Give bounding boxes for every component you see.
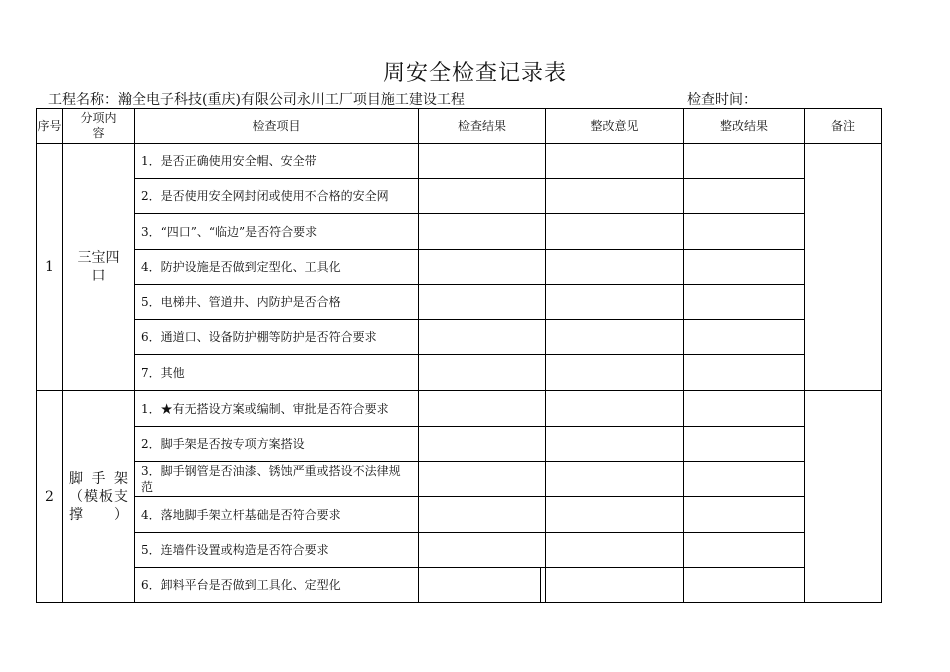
rect-result-cell[interactable] <box>684 320 805 355</box>
header-rect-result: 整改结果 <box>684 109 805 144</box>
opinion-cell[interactable] <box>546 144 684 179</box>
result-cell[interactable] <box>419 214 546 250</box>
opinion-cell[interactable] <box>546 533 684 568</box>
table-row <box>37 497 882 533</box>
header-opinion: 整改意见 <box>546 109 684 144</box>
result-cell[interactable] <box>419 320 546 355</box>
section-category <box>63 144 135 391</box>
header-seq: 序号 <box>37 109 63 144</box>
check-item: 6．卸料平台是否做到工具化、定型化 <box>135 568 419 603</box>
rect-result-cell[interactable] <box>684 214 805 250</box>
section-seq: 1 <box>37 144 63 391</box>
rect-result-cell[interactable] <box>684 179 805 214</box>
rect-result-cell[interactable] <box>684 568 805 603</box>
rect-result-cell[interactable] <box>684 144 805 179</box>
project-line <box>48 89 465 109</box>
rect-result-cell[interactable] <box>684 250 805 285</box>
rect-result-cell[interactable] <box>684 462 805 497</box>
result-cell[interactable] <box>419 144 546 179</box>
table-row <box>37 144 882 179</box>
page-title: 周安全检查记录表 <box>382 61 567 86</box>
opinion-cell[interactable] <box>546 568 684 603</box>
remark-cell[interactable] <box>805 144 882 391</box>
result-cell[interactable] <box>419 462 546 497</box>
check-item: 6．通道口、设备防护棚等防护是否符合要求 <box>135 320 419 355</box>
section-seq: 2 <box>37 391 63 603</box>
header-sub: 分项内容 <box>63 109 135 144</box>
check-item: 2．是否使用安全网封闭或使用不合格的安全网 <box>135 179 419 214</box>
opinion-cell[interactable] <box>546 285 684 320</box>
table-row <box>37 320 882 355</box>
opinion-cell[interactable] <box>546 391 684 427</box>
check-item: 5．连墙件设置或构造是否符合要求 <box>135 533 419 568</box>
rect-result-cell[interactable] <box>684 533 805 568</box>
result-cell[interactable] <box>419 533 546 568</box>
table-row <box>37 391 882 427</box>
table-row <box>37 355 882 391</box>
table-row <box>37 285 882 320</box>
check-item: 1．是否正确使用安全帽、安全带 <box>135 144 419 179</box>
opinion-cell[interactable] <box>546 497 684 533</box>
check-item: 4．落地脚手架立杆基础是否符合要求 <box>135 497 419 533</box>
header-row <box>37 109 882 144</box>
opinion-cell[interactable] <box>546 214 684 250</box>
table-row <box>37 179 882 214</box>
inspection-table <box>36 108 882 603</box>
opinion-cell[interactable] <box>546 179 684 214</box>
section-category-text: 脚手架（模板支撑） <box>69 470 128 523</box>
result-cell[interactable] <box>419 568 546 603</box>
header-item: 检查项目 <box>135 109 419 144</box>
check-item: 7．其他 <box>135 355 419 391</box>
check-item: 3．脚手钢管是否油漆、锈蚀严重或搭设不法律规范 <box>135 462 419 497</box>
remark-cell[interactable] <box>805 391 882 603</box>
opinion-cell[interactable] <box>546 320 684 355</box>
result-cell[interactable] <box>419 250 546 285</box>
opinion-cell[interactable] <box>546 462 684 497</box>
check-item: 1．★有无搭设方案或编制、审批是否符合要求 <box>135 391 419 427</box>
rect-result-cell[interactable] <box>684 355 805 391</box>
check-item: 4．防护设施是否做到定型化、工具化 <box>135 250 419 285</box>
opinion-cell[interactable] <box>546 355 684 391</box>
header-remark: 备注 <box>805 109 882 144</box>
result-cell[interactable] <box>419 285 546 320</box>
last-row-divider <box>540 567 541 602</box>
rect-result-cell[interactable] <box>684 497 805 533</box>
result-cell[interactable] <box>419 427 546 462</box>
opinion-cell[interactable] <box>546 250 684 285</box>
section-category-text: 三宝四口 <box>77 250 120 284</box>
table-row <box>37 427 882 462</box>
result-cell[interactable] <box>419 391 546 427</box>
rect-result-cell[interactable] <box>684 427 805 462</box>
check-item: 2．脚手架是否按专项方案搭设 <box>135 427 419 462</box>
rect-result-cell[interactable] <box>684 391 805 427</box>
opinion-cell[interactable] <box>546 427 684 462</box>
check-time-label: 检查时间： <box>687 92 757 108</box>
result-cell[interactable] <box>419 355 546 391</box>
table-row <box>37 214 882 250</box>
project-label: 工程名称： <box>48 92 118 108</box>
result-cell[interactable] <box>419 497 546 533</box>
result-cell[interactable] <box>419 179 546 214</box>
table-row <box>37 533 882 568</box>
header-result: 检查结果 <box>419 109 546 144</box>
table-row <box>37 568 882 603</box>
project-name: 瀚全电子科技(重庆)有限公司永川工厂项目施工建设工程 <box>118 92 465 108</box>
table-row <box>37 462 882 497</box>
check-item: 5．电梯井、管道井、内防护是否合格 <box>135 285 419 320</box>
check-item: 3．“四口”、“临边”是否符合要求 <box>135 214 419 250</box>
rect-result-cell[interactable] <box>684 285 805 320</box>
section-category <box>63 391 135 603</box>
table-row <box>37 250 882 285</box>
